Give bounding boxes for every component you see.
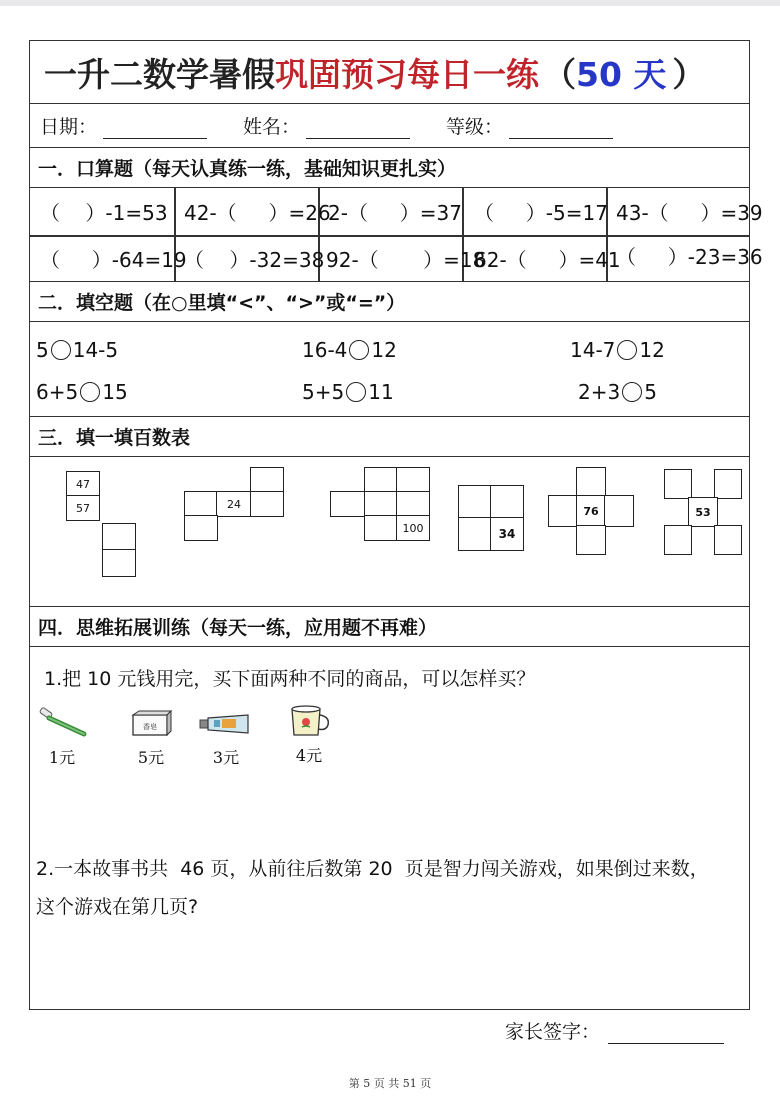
chart-cell: 57	[66, 495, 100, 521]
title-paren-open: （	[543, 54, 576, 94]
hundred-chart-area	[30, 457, 749, 607]
chart-cell-blank[interactable]	[102, 523, 136, 551]
chart-cell: 100	[396, 515, 430, 541]
product-toothpaste	[198, 709, 254, 768]
cup-icon	[284, 703, 334, 739]
compare-item[interactable]	[570, 338, 665, 362]
answer-circle[interactable]	[51, 340, 71, 360]
worksheet	[29, 40, 763, 1010]
title-paren-close: ）	[672, 54, 706, 94]
answer-circle[interactable]	[617, 340, 637, 360]
chart-cell: 76	[576, 495, 606, 527]
chart-cell-blank[interactable]	[576, 525, 606, 555]
chart-cell: 34	[490, 517, 524, 551]
chart-cell-blank[interactable]	[364, 515, 398, 541]
compare-right: 11	[368, 380, 394, 404]
product-price: 5元	[137, 748, 165, 767]
product-toothbrush	[36, 705, 88, 768]
section4-heading-text: 四．思维拓展训练（每天一练，应用题不再难）	[38, 617, 438, 639]
date-field[interactable]	[40, 112, 207, 139]
name-label: 姓名：	[243, 116, 301, 138]
title-highlight: 巩固预习每日一练	[275, 54, 539, 94]
chart-cell-blank[interactable]	[102, 549, 136, 577]
chart-cell-blank[interactable]	[458, 485, 492, 519]
date-label: 日期：	[40, 116, 98, 138]
chart-cell-blank[interactable]	[664, 525, 692, 555]
product-price: 3元	[212, 748, 240, 767]
answer-circle[interactable]	[349, 340, 369, 360]
title-prefix: 一升二数学暑假	[44, 54, 275, 94]
compare-right: 14-5	[72, 338, 119, 362]
parent-signature[interactable]	[505, 1017, 724, 1044]
page-footer: 第 5 页 共 51 页	[348, 1077, 432, 1090]
chart-cell-blank[interactable]	[364, 467, 398, 493]
page-title	[30, 41, 749, 104]
compare-right: 12	[639, 338, 665, 362]
math-problem[interactable]: 92-（ ）=18	[326, 248, 486, 272]
math-problem[interactable]: （ ）-64=19	[40, 248, 187, 272]
soap-icon	[129, 709, 173, 739]
toothbrush-icon	[36, 705, 88, 739]
product-price: 4元	[295, 746, 323, 765]
grade-label: 等级：	[446, 116, 504, 138]
product-cup	[284, 703, 334, 766]
chart-cell: 53	[688, 497, 718, 527]
section4-heading	[30, 607, 749, 647]
answer-circle[interactable]	[346, 382, 366, 402]
signature-blank[interactable]	[608, 1023, 724, 1044]
math-problem[interactable]: 43-（ ）=39	[616, 201, 763, 225]
chart-cell: 24	[216, 491, 252, 517]
compare-item[interactable]	[36, 338, 118, 362]
chart-cell-blank[interactable]	[714, 469, 742, 499]
chart-cell-blank[interactable]	[490, 485, 524, 519]
chart-cell-blank[interactable]	[330, 491, 366, 517]
compare-item[interactable]	[302, 338, 397, 362]
product-soap	[128, 709, 174, 768]
math-problem[interactable]: 2-（ ）=37	[328, 201, 462, 225]
chart-cell-blank[interactable]	[250, 467, 284, 493]
compare-left: 2+3	[578, 380, 621, 404]
section3-heading-text: 三．填一填百数表	[38, 427, 191, 449]
section2-heading	[30, 282, 749, 322]
math-problem[interactable]: 62-（ ）=41	[474, 248, 621, 272]
chart-cell-blank[interactable]	[396, 467, 430, 493]
question-2-line-1: 2.一本故事书共 46 页，从前往后数第 20 页是智力闯关游戏，如果倒过来数，	[36, 858, 709, 880]
name-blank[interactable]	[306, 120, 410, 139]
chart-cell-blank[interactable]	[364, 491, 398, 517]
chart-cell-blank[interactable]	[714, 525, 742, 555]
grade-field[interactable]	[446, 112, 613, 139]
math-problem[interactable]: （ ）-32=38	[184, 248, 325, 272]
word-problems	[30, 647, 749, 1009]
chart-cell-blank[interactable]	[576, 467, 606, 497]
math-problem[interactable]: 42-（ ）=26	[184, 201, 331, 225]
soap-label: 香皂	[143, 723, 157, 731]
product-price: 1元	[48, 748, 76, 767]
chart-cell-blank[interactable]	[184, 515, 218, 541]
compare-right: 5	[644, 380, 657, 404]
compare-right: 12	[371, 338, 397, 362]
section1-heading	[30, 148, 749, 188]
section3-heading	[30, 417, 749, 457]
compare-item[interactable]	[578, 380, 657, 404]
question-1: 1.把 10 元钱用完，买下面两种不同的商品，可以怎样买？	[44, 668, 536, 690]
chart-cell-blank[interactable]	[664, 469, 692, 499]
chart-cell-blank[interactable]	[604, 495, 634, 527]
toothpaste-icon	[198, 709, 254, 739]
compare-left: 16-4	[302, 338, 348, 362]
compare-left: 6+5	[36, 380, 79, 404]
compare-item[interactable]	[36, 380, 128, 404]
chart-cell-blank[interactable]	[548, 495, 578, 527]
compare-right: 15	[102, 380, 128, 404]
signature-label: 家长签字：	[505, 1021, 601, 1043]
compare-item[interactable]	[302, 380, 394, 404]
math-problem[interactable]: （ ）-5=17	[474, 201, 608, 225]
chart-cell-blank[interactable]	[396, 491, 430, 517]
chart-cell-blank[interactable]	[184, 491, 218, 517]
info-row	[30, 104, 749, 148]
answer-circle[interactable]	[622, 382, 642, 402]
date-blank[interactable]	[103, 120, 207, 139]
chart-cell-blank[interactable]	[458, 517, 492, 551]
chart-cell-blank[interactable]	[250, 491, 284, 517]
chart-cell: 47	[66, 471, 100, 497]
grade-blank[interactable]	[509, 120, 613, 139]
math-problem[interactable]: （ ）-23=36	[616, 245, 763, 269]
section2-heading-text: 二．填空题（在○里填“<”、“>”或“=”）	[38, 292, 406, 314]
math-problem[interactable]: （ ）-1=53	[40, 201, 168, 225]
title-days: 50 天	[576, 54, 667, 94]
compare-area	[30, 322, 749, 417]
section1-heading-text: 一．口算题（每天认真练一练，基础知识更扎实）	[38, 158, 457, 180]
question-2-line-2: 这个游戏在第几页?	[36, 896, 199, 918]
top-strip	[0, 0, 780, 6]
mental-math-grid	[30, 188, 763, 282]
answer-circle[interactable]	[80, 382, 100, 402]
compare-left: 14-7	[570, 338, 616, 362]
compare-left: 5+5	[302, 380, 345, 404]
name-field[interactable]	[243, 112, 410, 139]
compare-left: 5	[36, 338, 49, 362]
